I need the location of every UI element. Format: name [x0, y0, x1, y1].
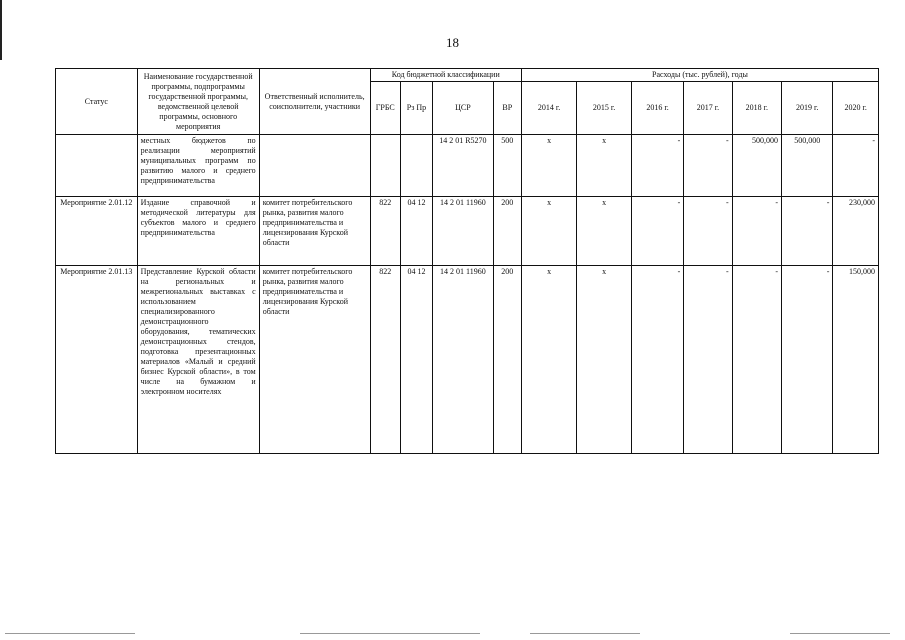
- header-year-2018: 2018 г.: [732, 82, 781, 135]
- row-value-2020: -: [833, 135, 879, 197]
- scan-artifact-line: [790, 633, 890, 634]
- row-status: Мероприятие 2.01.13: [56, 266, 138, 454]
- row-executor: комитет потребительского рынка, развития малого предпринимательства и лицензирования Курской области: [259, 266, 370, 454]
- row-executor: [259, 135, 370, 197]
- header-year-2016: 2016 г.: [631, 82, 683, 135]
- budget-table: [55, 68, 879, 454]
- row-status: [56, 135, 138, 197]
- row-name: Издание справочной и методической литературы для субъектов малого и среднего предпринимательства: [137, 197, 259, 266]
- scan-artifact-line: [530, 633, 640, 634]
- row-grbs: [370, 135, 400, 197]
- row-value-2014: x: [521, 135, 576, 197]
- scan-artifact-line: [300, 633, 480, 634]
- row-value-2019: 500,000: [782, 135, 833, 197]
- row-value-2018: 500,000: [732, 135, 781, 197]
- row-vr: 200: [493, 197, 521, 266]
- row-grbs: 822: [370, 197, 400, 266]
- row-rzpr: 04 12: [400, 266, 432, 454]
- row-value-2018: -: [732, 266, 781, 454]
- row-value-2015: x: [577, 135, 631, 197]
- row-vr: 500: [493, 135, 521, 197]
- header-csr: ЦСР: [433, 82, 494, 135]
- row-value-2017: -: [684, 135, 732, 197]
- scan-artifact-line: [5, 633, 135, 634]
- header-name: Наименование государственной программы, подпрограммы государственной программы, ведомственной целевой программы, основного мероприятия: [137, 69, 259, 135]
- header-year-2017: 2017 г.: [684, 82, 732, 135]
- row-rzpr: [400, 135, 432, 197]
- row-name: местных бюджетов по реализации мероприятий муниципальных программ по развитию малого и среднего предпринимательства: [137, 135, 259, 197]
- table-row: [56, 197, 879, 266]
- row-value-2017: -: [684, 266, 732, 454]
- table-row: [56, 135, 879, 197]
- row-vr: 200: [493, 266, 521, 454]
- row-csr: 14 2 01 R5270: [433, 135, 494, 197]
- header-expenses-group: Расходы (тыс. рублей), годы: [521, 69, 878, 82]
- header-grbs: ГРБС: [370, 82, 400, 135]
- row-executor: комитет потребительского рынка, развития малого предпринимательства и лицензирования Курской области: [259, 197, 370, 266]
- header-year-2019: 2019 г.: [782, 82, 833, 135]
- row-csr: 14 2 01 11960: [433, 266, 494, 454]
- row-value-2016: -: [631, 135, 683, 197]
- row-value-2019: -: [782, 197, 833, 266]
- header-year-2020: 2020 г.: [833, 82, 879, 135]
- header-status: Статус: [56, 69, 138, 135]
- header-vr: ВР: [493, 82, 521, 135]
- header-row-1: [56, 69, 879, 82]
- header-executor: Ответственный исполнитель, соисполнители, участники: [259, 69, 370, 135]
- header-budget-code-group: Код бюджетной классификации: [370, 69, 521, 82]
- table-row: [56, 266, 879, 454]
- row-grbs: 822: [370, 266, 400, 454]
- row-value-2020: 150,000: [833, 266, 879, 454]
- row-value-2016: -: [631, 266, 683, 454]
- row-csr: 14 2 01 11960: [433, 197, 494, 266]
- row-value-2019: -: [782, 266, 833, 454]
- header-year-2015: 2015 г.: [577, 82, 631, 135]
- row-value-2017: -: [684, 197, 732, 266]
- row-name: Представление Курской области на региональных и межрегиональных выставках с использованием специализированного демонстрационного оборудования, тематических демонстрационных стендов, подготовка презентационных материалов «Малый и средний бизнес Курской области», в том числе на бумажном и электронном носителях: [137, 266, 259, 454]
- row-value-2014: x: [521, 197, 576, 266]
- row-status: Мероприятие 2.01.12: [56, 197, 138, 266]
- header-rzpr: Рз Пр: [400, 82, 432, 135]
- page-edge-line: [0, 0, 2, 60]
- row-value-2016: -: [631, 197, 683, 266]
- page-number: 18: [446, 35, 459, 50]
- row-value-2015: x: [577, 197, 631, 266]
- row-value-2018: -: [732, 197, 781, 266]
- row-rzpr: 04 12: [400, 197, 432, 266]
- row-value-2014: x: [521, 266, 576, 454]
- header-year-2014: 2014 г.: [521, 82, 576, 135]
- row-value-2015: x: [577, 266, 631, 454]
- row-value-2020: 230,000: [833, 197, 879, 266]
